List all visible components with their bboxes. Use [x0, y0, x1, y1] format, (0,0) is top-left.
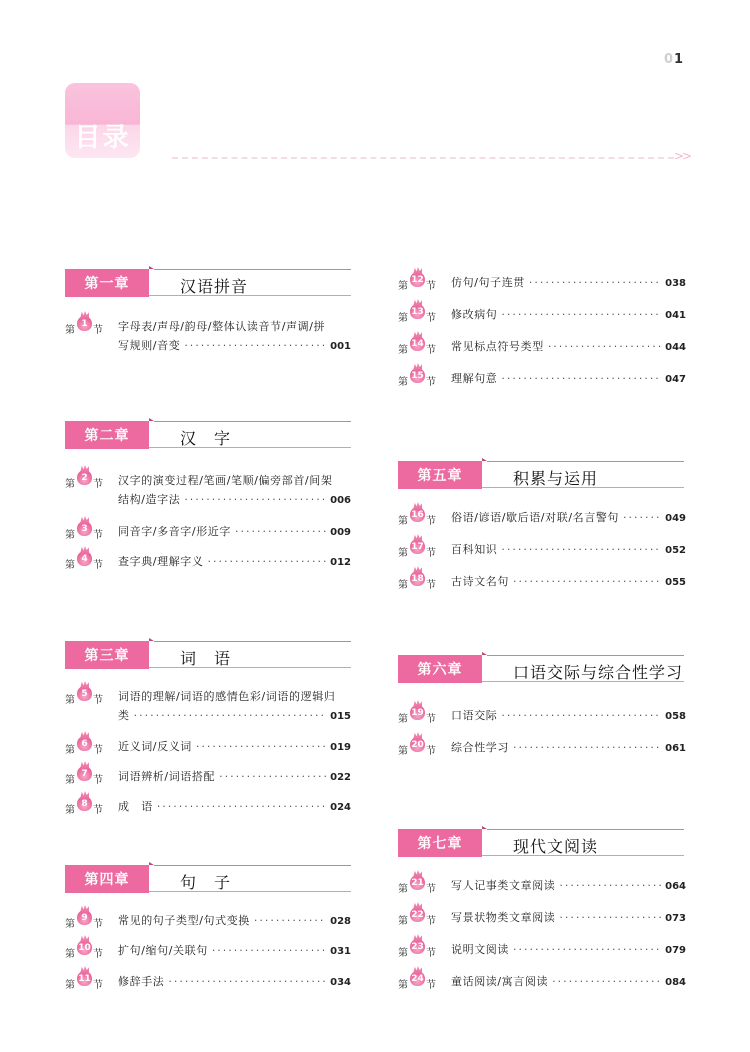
section-jie: 节 — [426, 916, 436, 927]
entry-title: 俗语/谚语/歇后语/对联/名言警句 — [451, 511, 620, 524]
section-jie: 节 — [93, 695, 103, 706]
section-di: 第 — [65, 745, 75, 756]
section-jie: 节 — [426, 884, 436, 895]
toc-entry-6[interactable] — [65, 738, 351, 756]
chapter-rule — [154, 865, 351, 866]
section-marker — [65, 973, 117, 991]
flame-badge-icon: 1 — [77, 316, 92, 331]
section-jie: 节 — [426, 548, 436, 559]
chapter-label: 第五章 — [398, 461, 482, 489]
flame-badge-icon: 4 — [77, 551, 92, 566]
section-di: 第 — [65, 805, 75, 816]
section-di: 第 — [65, 325, 75, 336]
leader-dots — [501, 372, 661, 385]
entry-title: 理解句意 — [451, 372, 498, 385]
section-di: 第 — [398, 313, 408, 324]
toc-entry-22[interactable] — [398, 909, 686, 927]
leader-dots — [254, 914, 326, 927]
toc-entry-14[interactable] — [398, 338, 686, 356]
section-marker — [398, 541, 450, 559]
chapter-7[interactable] — [398, 826, 684, 858]
section-di: 第 — [398, 948, 408, 959]
flame-badge-icon: 12 — [410, 272, 425, 287]
chapter-tab-fold — [149, 418, 154, 421]
section-jie: 节 — [93, 949, 103, 960]
section-jie: 节 — [426, 714, 436, 725]
flame-badge-icon: 17 — [410, 539, 425, 554]
leader-dots — [208, 555, 327, 568]
chapter-label: 第二章 — [65, 421, 149, 449]
section-di: 第 — [65, 980, 75, 991]
chapter-tab-fold — [149, 638, 154, 641]
leader-dots — [552, 975, 661, 988]
leader-dots — [548, 340, 661, 353]
leader-dots — [559, 879, 661, 892]
leader-dots — [559, 911, 661, 924]
section-jie: 节 — [426, 377, 436, 388]
toc-entry-23[interactable] — [398, 941, 686, 959]
entry-title-line2: 类 — [118, 709, 130, 722]
section-jie: 节 — [93, 530, 103, 541]
page-number-tail: 1 — [674, 52, 685, 67]
toc-entry-10[interactable] — [65, 942, 351, 960]
section-marker — [398, 370, 450, 388]
section-di: 第 — [65, 695, 75, 706]
chapter-rule — [487, 829, 684, 830]
section-di: 第 — [65, 560, 75, 571]
toc-entry-2[interactable] — [65, 472, 351, 508]
entry-title: 查字典/理解字义 — [118, 555, 204, 568]
section-jie: 节 — [426, 580, 436, 591]
entry-title: 百科知识 — [451, 543, 498, 556]
section-marker — [65, 688, 117, 706]
leader-dots — [501, 543, 661, 556]
section-jie: 节 — [426, 345, 436, 356]
toc-entry-12[interactable] — [398, 274, 686, 292]
entry-page: 055 — [665, 577, 686, 588]
header-dashed-rule — [172, 157, 674, 159]
entry-title: 同音字/多音字/形近字 — [118, 525, 232, 538]
chapter-rule — [154, 269, 351, 270]
chapter-tab-fold — [482, 652, 487, 655]
leader-dots — [134, 709, 327, 722]
section-marker — [398, 274, 450, 292]
leader-dots — [157, 800, 326, 813]
section-di: 第 — [65, 949, 75, 960]
flame-badge-icon: 19 — [410, 705, 425, 720]
section-marker — [65, 738, 117, 756]
chapter-tab-fold — [482, 458, 487, 461]
toc-entry-15[interactable] — [398, 370, 686, 388]
chapter-rule — [154, 641, 351, 642]
chapter-rule — [487, 655, 684, 656]
entry-title: 写景状物类文章阅读 — [451, 911, 556, 924]
flame-badge-icon: 21 — [410, 875, 425, 890]
flame-badge-icon: 8 — [77, 796, 92, 811]
section-jie: 节 — [93, 775, 103, 786]
entry-page: 028 — [330, 916, 351, 927]
header-arrows-icon: >> — [674, 149, 691, 163]
chapter-1[interactable] — [65, 266, 351, 298]
chapter-label: 第一章 — [65, 269, 149, 297]
section-di: 第 — [398, 884, 408, 895]
toc-entry-19[interactable] — [398, 707, 686, 725]
entry-title: 常见标点符号类型 — [451, 340, 544, 353]
entry-title-line1: 词语的理解/词语的感情色彩/词语的逻辑归 — [118, 690, 336, 703]
chapter-label: 第六章 — [398, 655, 482, 683]
section-di: 第 — [398, 980, 408, 991]
section-marker — [398, 973, 450, 991]
section-marker — [398, 941, 450, 959]
section-marker — [65, 768, 117, 786]
section-di: 第 — [398, 377, 408, 388]
chapter-title: 汉语拼音 — [180, 277, 249, 296]
section-di: 第 — [398, 345, 408, 356]
entry-page: 009 — [330, 527, 351, 538]
entry-title-line1: 汉字的演变过程/笔画/笔顺/偏旁部首/间架 — [118, 474, 333, 487]
flame-badge-icon: 3 — [77, 521, 92, 536]
section-di: 第 — [398, 916, 408, 927]
section-jie: 节 — [93, 919, 103, 930]
toc-entry-13[interactable] — [398, 306, 686, 324]
section-di: 第 — [398, 281, 408, 292]
flame-badge-icon: 18 — [410, 571, 425, 586]
section-jie: 节 — [93, 745, 103, 756]
toc-badge — [65, 83, 140, 158]
section-di: 第 — [398, 516, 408, 527]
leader-dots — [501, 709, 661, 722]
chapter-title: 积累与运用 — [513, 469, 599, 488]
section-di: 第 — [65, 919, 75, 930]
entry-title: 写人记事类文章阅读 — [451, 879, 556, 892]
toc-entry-9[interactable] — [65, 912, 351, 930]
section-jie: 节 — [426, 980, 436, 991]
section-jie: 节 — [93, 980, 103, 991]
section-marker — [398, 509, 450, 527]
chapter-label: 第四章 — [65, 865, 149, 893]
section-marker — [398, 573, 450, 591]
chapter-title: 现代文阅读 — [513, 837, 599, 856]
entry-title-line1: 字母表/声母/韵母/整体认读音节/声调/拼 — [118, 320, 326, 333]
section-di: 第 — [65, 530, 75, 541]
toc-entry-17[interactable] — [398, 541, 686, 559]
entry-page: 084 — [665, 977, 686, 988]
leader-dots — [513, 575, 661, 588]
entry-page: 034 — [330, 977, 351, 988]
section-marker — [65, 798, 117, 816]
section-di: 第 — [398, 548, 408, 559]
entry-title: 说明文阅读 — [451, 943, 509, 956]
toc-entry-8[interactable] — [65, 798, 351, 816]
flame-badge-icon: 24 — [410, 971, 425, 986]
section-jie: 节 — [426, 948, 436, 959]
entry-page: 024 — [330, 802, 351, 813]
chapter-4[interactable] — [65, 862, 351, 894]
section-jie: 节 — [426, 281, 436, 292]
chapter-3[interactable] — [65, 638, 351, 670]
entry-page: 041 — [665, 310, 686, 321]
flame-badge-icon: 11 — [77, 971, 92, 986]
toc-entry-16[interactable] — [398, 509, 686, 527]
entry-page: 079 — [665, 945, 686, 956]
entry-page: 073 — [665, 913, 686, 924]
leader-dots — [196, 740, 326, 753]
section-di: 第 — [398, 714, 408, 725]
entry-title: 综合性学习 — [451, 741, 509, 754]
toc-entry-11[interactable] — [65, 973, 351, 991]
section-marker — [398, 306, 450, 324]
section-di: 第 — [65, 775, 75, 786]
entry-page: 012 — [330, 557, 351, 568]
entry-page: 006 — [330, 495, 351, 506]
entry-title: 仿句/句子连贯 — [451, 276, 525, 289]
leader-dots — [513, 741, 661, 754]
flame-badge-icon: 16 — [410, 507, 425, 522]
chapter-label: 第七章 — [398, 829, 482, 857]
entry-page: 064 — [665, 881, 686, 892]
leader-dots — [501, 308, 661, 321]
toc-entry-18[interactable] — [398, 573, 686, 591]
entry-title: 修辞手法 — [118, 975, 165, 988]
section-marker — [398, 707, 450, 725]
leader-dots — [212, 944, 326, 957]
flame-badge-icon: 20 — [410, 737, 425, 752]
toc-entry-1[interactable] — [65, 318, 351, 354]
chapter-tab-fold — [149, 266, 154, 269]
flame-badge-icon: 13 — [410, 304, 425, 319]
toc-entry-7[interactable] — [65, 768, 351, 786]
entry-title: 古诗文名句 — [451, 575, 509, 588]
chapter-tab-fold — [149, 862, 154, 865]
entry-page: 049 — [665, 513, 686, 524]
toc-entry-21[interactable] — [398, 877, 686, 895]
chapter-title: 口语交际与综合性学习 — [513, 663, 684, 682]
chapter-title: 汉 字 — [180, 429, 232, 448]
chapter-title: 词 语 — [180, 649, 232, 668]
section-jie: 节 — [93, 325, 103, 336]
leader-dots — [235, 525, 326, 538]
section-jie: 节 — [426, 746, 436, 757]
toc-entry-3[interactable] — [65, 523, 351, 541]
section-marker — [65, 912, 117, 930]
entry-title: 成 语 — [118, 800, 153, 813]
leader-dots — [219, 770, 326, 783]
entry-page: 058 — [665, 711, 686, 722]
entry-title: 修改病句 — [451, 308, 498, 321]
leader-dots — [184, 493, 326, 506]
section-jie: 节 — [426, 313, 436, 324]
chapter-6[interactable] — [398, 652, 684, 684]
chapter-label: 第三章 — [65, 641, 149, 669]
flame-badge-icon: 5 — [77, 686, 92, 701]
entry-page: 052 — [665, 545, 686, 556]
leader-dots — [529, 276, 661, 289]
section-jie: 节 — [93, 479, 103, 490]
leader-dots — [184, 339, 326, 352]
flame-badge-icon: 15 — [410, 368, 425, 383]
entry-title: 词语辨析/词语搭配 — [118, 770, 216, 783]
leader-dots — [623, 511, 661, 524]
section-marker — [398, 739, 450, 757]
entry-page: 038 — [665, 278, 686, 289]
entry-page: 022 — [330, 772, 351, 783]
entry-page: 044 — [665, 342, 686, 353]
section-jie: 节 — [93, 805, 103, 816]
leader-dots — [513, 943, 661, 956]
entry-title: 童话阅读/寓言阅读 — [451, 975, 549, 988]
entry-title: 口语交际 — [451, 709, 498, 722]
section-marker — [65, 553, 117, 571]
flame-badge-icon: 23 — [410, 939, 425, 954]
flame-badge-icon: 10 — [77, 940, 92, 955]
entry-title: 扩句/缩句/关联句 — [118, 944, 208, 957]
flame-badge-icon: 7 — [77, 766, 92, 781]
entry-page: 061 — [665, 743, 686, 754]
toc-entry-24[interactable] — [398, 973, 686, 991]
entry-page: 047 — [665, 374, 686, 385]
entry-title: 常见的句子类型/句式变换 — [118, 914, 250, 927]
page-number-lead: 0 — [664, 52, 675, 67]
chapter-title: 句 子 — [180, 873, 232, 892]
section-marker — [65, 942, 117, 960]
chapter-rule — [487, 461, 684, 462]
entry-title-line2: 结构/造字法 — [118, 493, 181, 506]
chapter-2[interactable] — [65, 418, 351, 450]
entry-page: 015 — [330, 711, 351, 722]
chapter-rule — [154, 421, 351, 422]
flame-badge-icon: 14 — [410, 336, 425, 351]
section-marker — [65, 523, 117, 541]
entry-page: 001 — [330, 341, 351, 352]
chapter-5[interactable] — [398, 458, 684, 490]
entry-page: 031 — [330, 946, 351, 957]
flame-badge-icon: 6 — [77, 736, 92, 751]
page-number — [664, 52, 684, 67]
chapter-tab-fold — [482, 826, 487, 829]
section-marker — [65, 472, 117, 490]
entry-title-line2: 写规则/音变 — [118, 339, 181, 352]
toc-entry-4[interactable] — [65, 553, 351, 571]
section-marker — [398, 338, 450, 356]
flame-badge-icon: 9 — [77, 910, 92, 925]
flame-badge-icon: 22 — [410, 907, 425, 922]
section-marker — [65, 318, 117, 336]
section-di: 第 — [65, 479, 75, 490]
section-jie: 节 — [426, 516, 436, 527]
section-marker — [398, 909, 450, 927]
entry-title: 近义词/反义词 — [118, 740, 192, 753]
entry-page: 019 — [330, 742, 351, 753]
toc-entry-5[interactable] — [65, 688, 351, 724]
leader-dots — [168, 975, 326, 988]
section-di: 第 — [398, 580, 408, 591]
flame-badge-icon: 2 — [77, 470, 92, 485]
toc-title: 目录 — [74, 123, 131, 153]
section-marker — [398, 877, 450, 895]
toc-entry-20[interactable] — [398, 739, 686, 757]
section-di: 第 — [398, 746, 408, 757]
section-jie: 节 — [93, 560, 103, 571]
